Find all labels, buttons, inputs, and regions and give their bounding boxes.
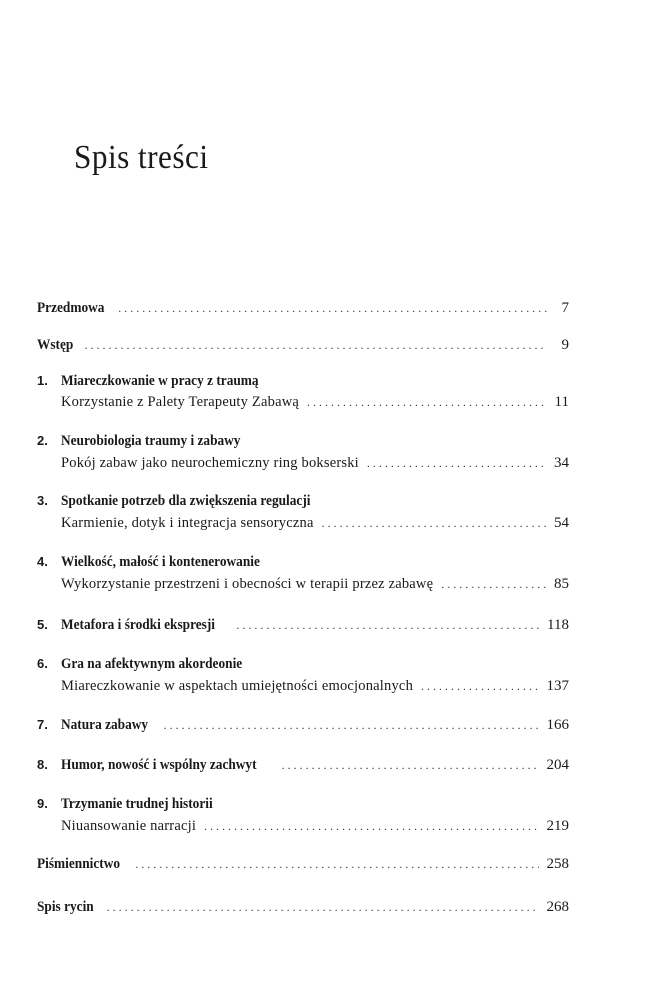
toc-page-number: 166 [546,717,569,733]
toc-entry-title: Humor, nowość i wspólny zachwyt [61,757,257,773]
toc-entry-subtitle: Pokój zabaw jako neurochemiczny ring bokserski [61,455,359,471]
chapter-number: 1. [37,373,48,388]
dot-leader [236,614,539,636]
toc-chapter-3-heading[interactable] [37,490,569,512]
chapter-number: 6. [37,656,48,671]
toc-entry-title: Wielkość, małość i kontenerowanie [61,554,260,570]
dot-leader [164,714,539,736]
toc-page-number: 204 [546,757,569,773]
dot-leader [421,675,538,697]
toc-page-number: 258 [546,856,569,872]
chapter-number: 4. [37,554,48,569]
toc-chapter-7[interactable] [37,714,569,736]
toc-page-number: 219 [546,818,569,834]
dot-leader [107,896,539,918]
toc-entry-subtitle: Karmienie, dotyk i integracja sensoryczna [61,515,314,531]
toc-entry-title: Trzymanie trudnej historii [61,796,213,812]
dot-leader [118,297,547,319]
toc-chapter-8[interactable] [37,754,569,776]
toc-entry-list-of-figures[interactable] [37,896,569,918]
toc-entry-subtitle: Niuansowanie narracji [61,818,197,834]
chapter-number: 3. [37,493,48,508]
dot-leader [204,815,538,837]
toc-entry-introduction[interactable] [37,334,569,356]
toc-entry-title: Wstęp [37,337,74,353]
toc-entry-preface[interactable] [37,297,569,319]
toc-chapter-3-subtitle[interactable] [61,512,569,534]
page-title: Spis treści [74,139,209,176]
toc-chapter-9-subtitle[interactable] [61,815,569,837]
chapter-number: 7. [37,717,48,732]
toc-entry-bibliography[interactable] [37,853,569,875]
dot-leader [135,853,538,875]
dot-leader [282,754,539,776]
toc-page-number: 268 [546,899,569,915]
dot-leader [307,391,547,413]
toc-page-number: 85 [554,576,569,592]
toc-entry-title: Spotkanie potrzeb dla zwiększenia regulacji [61,493,311,509]
dot-leader [84,334,547,356]
toc-chapter-2-subtitle[interactable] [61,452,569,474]
toc-chapter-2-heading[interactable] [37,430,569,452]
toc-entry-subtitle: Miareczkowanie w aspektach umiejętności emocjonalnych [61,678,414,694]
toc-page-number: 137 [546,678,569,694]
toc-chapter-9-heading[interactable] [37,793,569,815]
toc-entry-title: Gra na afektywnym akordeonie [61,656,243,672]
toc-page-number: 54 [554,515,569,531]
toc-chapter-1-heading[interactable] [37,370,569,392]
toc-chapter-4-heading[interactable] [37,551,569,573]
toc-page-number: 34 [554,455,569,471]
toc-entry-subtitle: Wykorzystanie przestrzeni i obecności w terapii przez zabawę [61,576,434,592]
toc-entry-title: Metafora i środki ekspresji [61,617,216,633]
chapter-number: 8. [37,757,48,772]
toc-entry-subtitle: Korzystanie z Palety Terapeuty Zabawą [61,394,300,410]
toc-page-number: 11 [554,394,569,410]
toc-entry-title: Spis rycin [37,899,94,915]
toc-entry-title: Natura zabawy [61,717,149,733]
dot-leader [441,573,546,595]
toc-chapter-6-heading[interactable] [37,653,569,675]
toc-chapter-5[interactable] [37,614,569,636]
toc-page-number: 7 [561,300,569,316]
toc-chapter-1-subtitle[interactable] [61,391,569,413]
chapter-number: 2. [37,433,48,448]
toc-page-number: 118 [547,617,569,633]
chapter-number: 9. [37,796,48,811]
chapter-number: 5. [37,617,48,632]
toc-chapter-6-subtitle[interactable] [61,675,569,697]
toc-chapter-4-subtitle[interactable] [61,573,569,595]
toc-page-number: 9 [561,337,569,353]
toc-entry-title: Piśmiennictwo [37,856,121,872]
toc-entry-title: Przedmowa [37,300,105,316]
toc-entry-title: Miareczkowanie w pracy z traumą [61,373,259,389]
dot-leader [322,512,546,534]
dot-leader [367,452,546,474]
toc-entry-title: Neurobiologia traumy i zabawy [61,433,241,449]
